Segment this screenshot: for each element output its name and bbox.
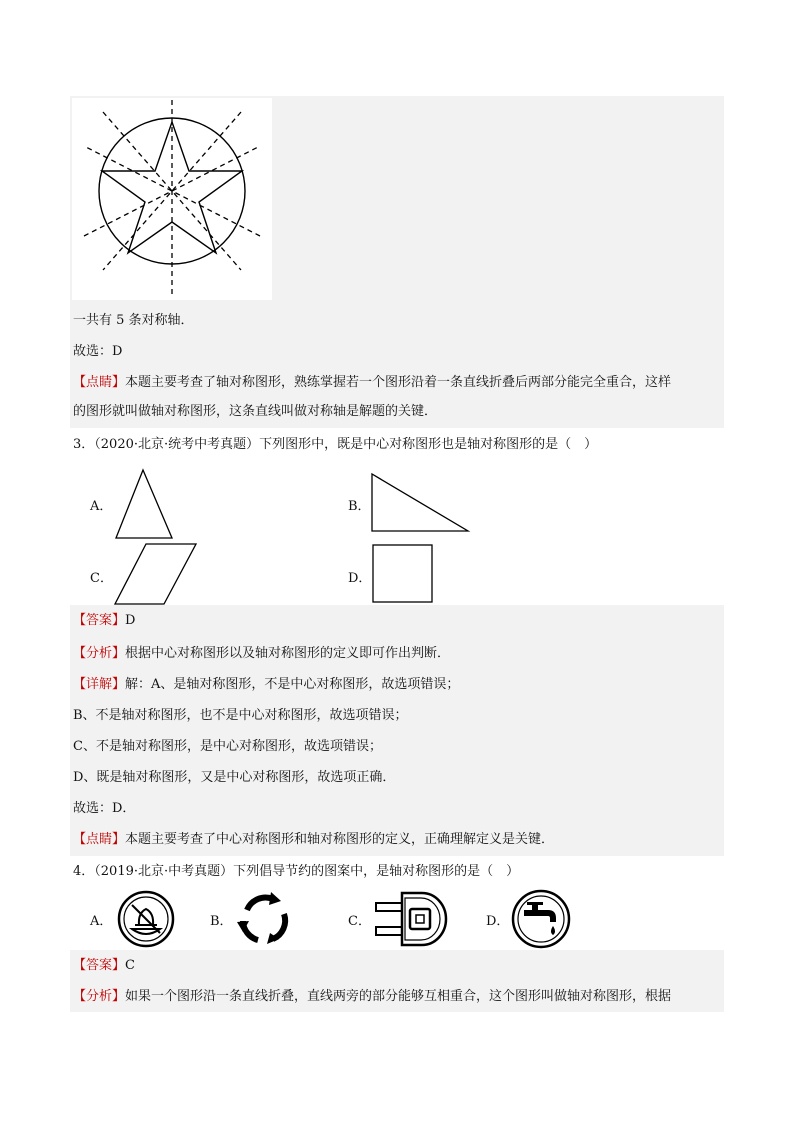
q3-option-c-label: C．: [90, 571, 113, 586]
q4-answer: 【答案】C: [73, 958, 135, 973]
q3-analysis: 【分析】根据中心对称图形以及轴对称图形的定义即可作出判断．: [73, 646, 451, 661]
q4-stem: 4．（2019·北京·中考真题）下列倡导节约的图案中，是轴对称图形的是（ ）: [73, 864, 520, 879]
q3-detail-3: C、不是轴对称图形，是中心对称图形，故选项错误；: [73, 739, 382, 754]
q3-option-c-figure: [112, 542, 200, 608]
water-faucet-icon: [510, 888, 572, 950]
q4-option-d-label: D．: [486, 914, 510, 929]
q3-detail-1: 【详解】解：A、是轴对称图形，不是中心对称图形，故选项错误；: [73, 677, 460, 692]
q3-option-d-label: D．: [348, 571, 372, 586]
recycle-arrows-icon: [233, 888, 295, 950]
prev-comment-line-2: 的图形就叫做轴对称图形，这条直线叫做对称轴是解题的关键．: [73, 404, 438, 419]
q3-option-d-figure: [371, 543, 435, 605]
prev-choice: 故选：D: [73, 344, 123, 359]
q3-option-a-figure: [112, 468, 176, 542]
q3-option-b-figure: [370, 472, 472, 534]
q3-choice: 故选：D．: [73, 801, 136, 816]
q4-option-c-label: C．: [348, 914, 371, 929]
q3-stem: 3．（2020·北京·统考中考真题）下列图形中，既是中心对称图形也是轴对称图形的是（ ）: [73, 437, 598, 452]
prev-comment-line-1: 【点睛】本题主要考查了轴对称图形，熟练掌握若一个图形沿着一条直线折叠后两部分能完全重合，这样: [73, 375, 672, 390]
q3-comment: 【点睛】本题主要考查了中心对称图形和轴对称图形的定义，正确理解定义是关键．: [73, 832, 555, 847]
q4-option-a-label: A．: [90, 914, 113, 929]
q4-analysis: 【分析】如果一个图形沿一条直线折叠，直线两旁的部分能够互相重合，这个图形叫做轴对称图形，根据: [73, 989, 672, 1004]
q3-answer: 【答案】D: [73, 613, 136, 628]
power-plug-icon: [372, 889, 452, 949]
save-food-icon: [116, 889, 176, 949]
q3-option-b-label: B．: [348, 499, 371, 514]
q3-detail-4: D、既是轴对称图形，又是中心对称图形，故选项正确．: [73, 770, 396, 785]
star-symmetry-figure: [72, 98, 272, 300]
symmetry-axis-count: 一共有 5 条对称轴．: [73, 313, 194, 328]
q3-option-a-label: A．: [90, 499, 113, 514]
q4-option-b-label: B．: [210, 914, 233, 929]
q3-detail-2: B、不是轴对称图形，也不是中心对称图形，故选项错误；: [73, 708, 408, 723]
comment-tag: 【点睛】: [73, 375, 126, 390]
